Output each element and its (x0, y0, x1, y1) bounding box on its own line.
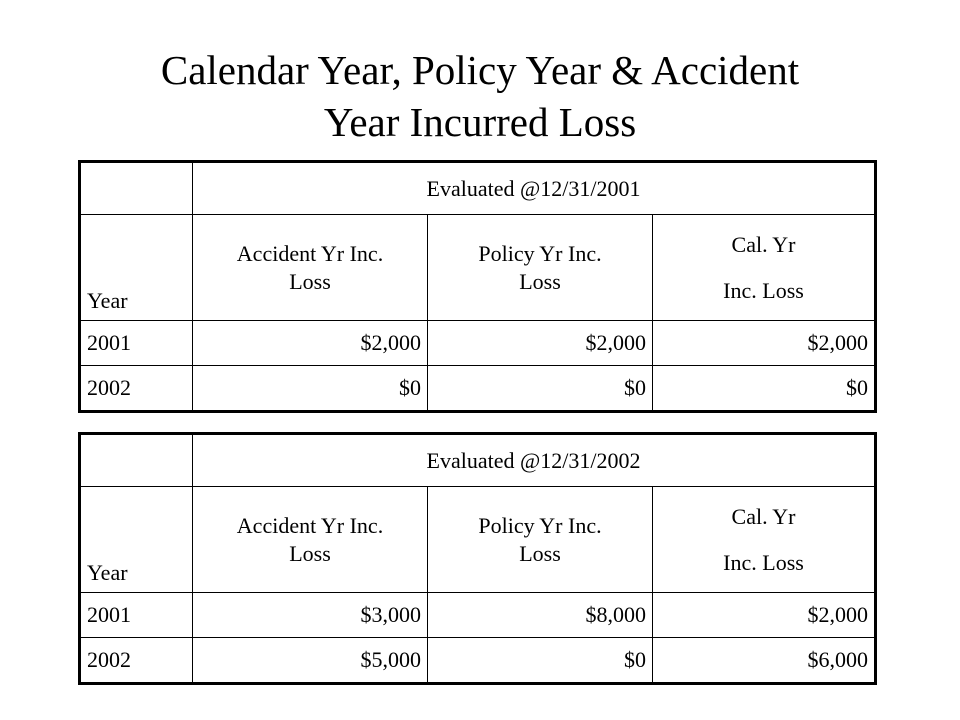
calendar-year-loss-cell: $2,000 (653, 321, 876, 366)
accident-year-loss-cell: $3,000 (193, 593, 428, 638)
row-year-cell: 2002 (80, 366, 193, 412)
column-header-accident-line-1: Accident Yr Inc. (236, 512, 384, 538)
evaluation-date-cell: Evaluated @12/31/2002 (193, 434, 876, 487)
row-year-cell: 2001 (80, 593, 193, 638)
table-evaluation-row (80, 434, 876, 487)
slide-title-line-1: Calendar Year, Policy Year & Accident (160, 47, 800, 93)
accident-year-loss-cell: $2,000 (193, 321, 428, 366)
calendar-year-loss-cell: $6,000 (653, 638, 876, 684)
column-header-policy-line-2: Loss (519, 268, 561, 294)
column-header-year: Year (80, 487, 193, 593)
table-header-row (80, 487, 876, 593)
column-header-policy-line-1: Policy Yr Inc. (478, 512, 602, 538)
column-header-accident-year (193, 215, 428, 321)
column-header-policy-line-2: Loss (519, 540, 561, 566)
column-header-calendar-line-2: Inc. Loss (723, 549, 804, 575)
loss-table-2001-evaluation (78, 160, 877, 413)
table-row (80, 593, 876, 638)
evaluation-date-cell: Evaluated @12/31/2001 (193, 162, 876, 215)
column-header-calendar-year (653, 215, 876, 321)
column-header-policy-year (428, 487, 653, 593)
column-header-policy-line-1: Policy Yr Inc. (478, 240, 602, 266)
table-row (80, 366, 876, 412)
column-header-calendar-line-1: Cal. Yr (731, 231, 796, 257)
column-header-accident-line-1: Accident Yr Inc. (236, 240, 384, 266)
loss-table-2002-evaluation (78, 432, 877, 685)
column-header-calendar-line-2: Inc. Loss (723, 277, 804, 303)
policy-year-loss-cell: $0 (428, 366, 653, 412)
slide-title-line-2: Year Incurred Loss (323, 99, 637, 145)
policy-year-loss-cell: $2,000 (428, 321, 653, 366)
accident-year-loss-cell: $5,000 (193, 638, 428, 684)
table-evaluation-row (80, 162, 876, 215)
column-header-accident-line-2: Loss (289, 268, 331, 294)
table-row (80, 321, 876, 366)
column-header-accident-year (193, 487, 428, 593)
column-header-policy-year (428, 215, 653, 321)
empty-corner-cell (80, 434, 193, 487)
table-row (80, 638, 876, 684)
policy-year-loss-cell: $8,000 (428, 593, 653, 638)
slide-title (0, 44, 960, 148)
calendar-year-loss-cell: $0 (653, 366, 876, 412)
accident-year-loss-cell: $0 (193, 366, 428, 412)
column-header-calendar-line-1: Cal. Yr (731, 503, 796, 529)
table-header-row (80, 215, 876, 321)
policy-year-loss-cell: $0 (428, 638, 653, 684)
calendar-year-loss-cell: $2,000 (653, 593, 876, 638)
column-header-calendar-year (653, 487, 876, 593)
column-header-year: Year (80, 215, 193, 321)
row-year-cell: 2002 (80, 638, 193, 684)
empty-corner-cell (80, 162, 193, 215)
column-header-accident-line-2: Loss (289, 540, 331, 566)
row-year-cell: 2001 (80, 321, 193, 366)
